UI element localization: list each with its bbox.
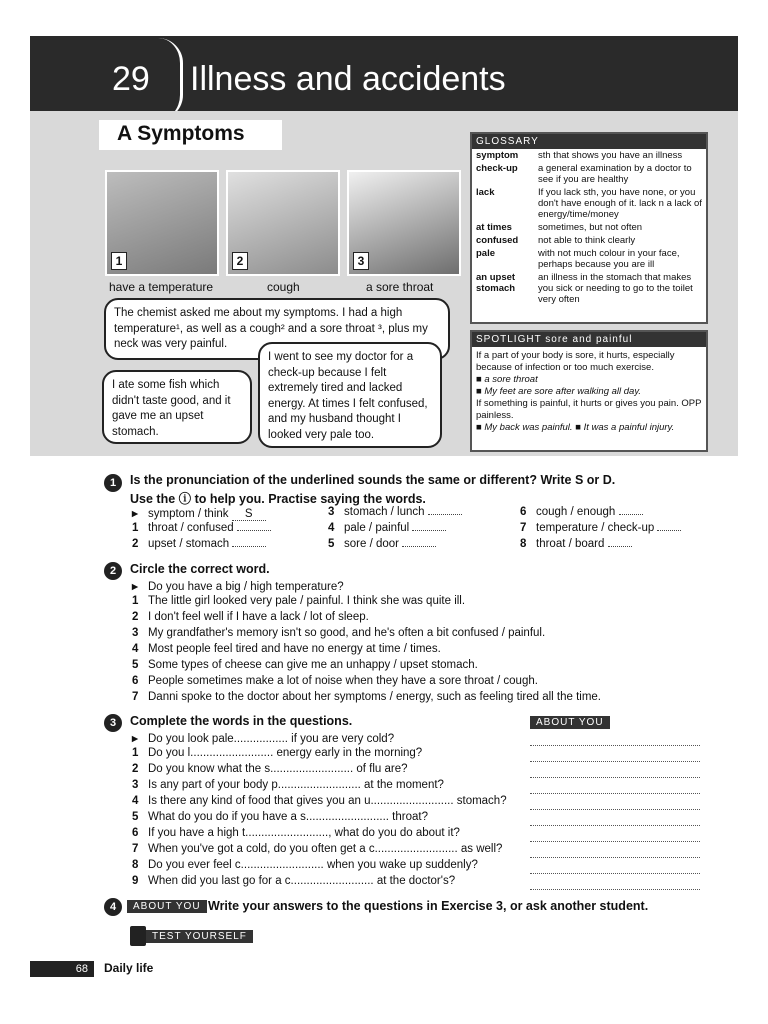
item-text: When did you last go for a c.......................... at the doctor's?	[148, 875, 456, 887]
glossary-term: lack	[476, 187, 495, 198]
item-marker: 5	[132, 659, 139, 671]
glossary-definition: If you lack sth, you have none, or you don't have enough of it. lack n a lack of energy/time/money	[538, 187, 702, 220]
answer-blank[interactable]	[608, 546, 632, 547]
item-text: Some types of cheese can give me an unhappy / upset stomach.	[148, 659, 478, 671]
item-marker: ▸	[132, 733, 138, 745]
about-you-answer-line[interactable]	[530, 792, 700, 794]
item-text: Is any part of your body p.......................... at the moment?	[148, 779, 444, 791]
item-text: Do you ever feel c.......................... when you wake up suddenly?	[148, 859, 478, 871]
item-text: If you have a high t.........................., what do you do about it?	[148, 827, 460, 839]
answer-blank[interactable]	[428, 514, 462, 515]
ex1-item	[520, 522, 681, 534]
glossary-definition: a general examination by a doctor to see if you are healthy	[538, 163, 692, 185]
ex3-item	[132, 843, 502, 855]
answer-blank[interactable]	[619, 514, 643, 515]
item-marker: ▸	[132, 508, 138, 520]
ex2-item	[132, 627, 545, 639]
ex3-item	[132, 795, 507, 807]
glossary-row	[472, 271, 706, 306]
item-text: symptom / think	[148, 508, 229, 520]
item-marker: 9	[132, 875, 139, 887]
item-text: Most people feel tired and have no energy at time / times.	[148, 643, 441, 655]
item-marker: 5	[328, 538, 335, 550]
glossary-definition: sometimes, but not often	[538, 222, 643, 233]
item-text: When you've got a cold, do you often get a c.......................... as well?	[148, 843, 503, 855]
item-marker: 8	[132, 859, 139, 871]
item-text: What do you do if you have a s.......................... throat?	[148, 811, 428, 823]
about-you-answer-line[interactable]	[530, 856, 700, 858]
photo-cough	[226, 170, 340, 276]
ex2-item	[132, 643, 441, 655]
about-you-answer-line[interactable]	[530, 744, 700, 746]
speech-bubble-doctor: I went to see my doctor for a check-up because I felt extremely tired and lacked energy. At times I felt confused, and my husband thought I looked very pale too.	[258, 342, 442, 448]
item-text: Do you have a big / high temperature?	[148, 581, 344, 593]
photo-number: 2	[232, 252, 248, 270]
item-text: I don't feel well if I have a lack / lot of sleep.	[148, 611, 369, 623]
photo-caption: a sore throat	[366, 280, 434, 294]
glossary-term: confused	[476, 235, 519, 246]
photo-caption: cough	[267, 280, 300, 294]
about-you-answer-line[interactable]	[530, 776, 700, 778]
spotlight-heading: SPOTLIGHT sore and painful	[472, 332, 706, 347]
photo-number: 3	[353, 252, 369, 270]
item-marker: 6	[132, 827, 139, 839]
item-marker: 4	[328, 522, 335, 534]
ex1-item	[132, 522, 271, 534]
item-marker: 1	[132, 595, 139, 607]
spotlight-body	[472, 347, 706, 437]
ex1-item	[132, 506, 266, 521]
about-you-answer-line[interactable]	[530, 872, 700, 874]
ex2-item	[132, 595, 465, 607]
item-marker: 1	[132, 747, 139, 759]
item-marker: 3	[328, 506, 335, 518]
ex3-item	[132, 747, 422, 759]
answer-blank[interactable]	[232, 546, 266, 547]
item-text: My grandfather's memory isn't so good, and he's often a bit confused / painful.	[148, 627, 546, 639]
ex1-item	[328, 522, 446, 534]
item-text: stomach / lunch	[344, 506, 425, 518]
item-text: upset / stomach	[148, 538, 230, 550]
item-marker: 2	[132, 538, 139, 550]
ex1-item	[520, 506, 643, 518]
item-marker: 6	[132, 675, 139, 687]
photo-number: 1	[111, 252, 127, 270]
page-number: 68	[30, 961, 94, 977]
item-text: Do you know what the s.......................... of flu are?	[148, 763, 408, 775]
speech-bubble-chemist: The chemist asked me about my symptoms. I had a high temperature¹, as well as a cough² and a sore throat ³, plus my neck was very painful.	[104, 298, 450, 360]
item-marker: 1	[132, 522, 139, 534]
photo-caption: have a temperature	[109, 280, 214, 294]
item-text: People sometimes make a lot of noise when they have a sore throat / cough.	[148, 675, 538, 687]
spotlight-box	[470, 330, 708, 452]
answer-blank[interactable]	[412, 530, 446, 531]
glossary-term: at times	[476, 222, 512, 233]
item-marker: 3	[132, 779, 139, 791]
ex2-item	[132, 579, 344, 593]
ex3-item	[132, 827, 460, 839]
exercise-3-title: Complete the words in the questions.	[130, 714, 353, 728]
spotlight-line: If something is painful, it hurts or gives you pain. OPP painless.	[476, 398, 702, 421]
unit-title: Illness and accidents	[190, 60, 506, 98]
answer-blank[interactable]: S	[232, 508, 266, 521]
ex1-item	[328, 506, 462, 518]
item-text: cough / enough	[536, 506, 616, 518]
glossary-term: pale	[476, 248, 496, 259]
about-you-answer-line[interactable]	[530, 840, 700, 842]
exercise-1-subtitle: Use the ⓘ to help you. Practise saying the words.	[130, 492, 426, 506]
glossary-box	[470, 132, 708, 324]
ex2-item	[132, 675, 538, 687]
item-text: temperature / check-up	[536, 522, 655, 534]
spotlight-line: If a part of your body is sore, it hurts, especially because of infection or too much exercise.	[476, 350, 675, 373]
answer-blank[interactable]	[657, 530, 681, 531]
glossary-row	[472, 221, 706, 234]
speech-bubble-fish: I ate some fish which didn't taste good, and it gave me an upset stomach.	[102, 370, 252, 444]
ex1-item	[520, 538, 632, 550]
glossary-term: an upset stomach	[476, 272, 516, 294]
photo-sore-throat	[347, 170, 461, 276]
unit-header	[30, 36, 738, 111]
exercise-number: 4	[104, 898, 122, 916]
ex2-item	[132, 691, 601, 703]
footer-section: Daily life	[104, 961, 154, 975]
glossary-term: check-up	[476, 163, 518, 174]
item-text: Do you look pale................. if you are very cold?	[148, 733, 395, 745]
item-marker: ▸	[132, 581, 138, 593]
ex1-item	[328, 538, 436, 550]
ex3-item	[132, 859, 478, 871]
exercise-number: 3	[104, 714, 122, 732]
glossary-definition: with not much colour in your face, perhaps because you are ill	[538, 248, 680, 270]
glossary-row	[472, 234, 706, 247]
ex1-item	[132, 538, 266, 550]
item-marker: 6	[520, 506, 527, 518]
answer-blank[interactable]	[237, 530, 271, 531]
test-yourself-icon	[130, 926, 146, 946]
item-marker: 8	[520, 538, 527, 550]
item-marker: 2	[132, 611, 139, 623]
item-text: throat / confused	[148, 522, 234, 534]
ex3-item	[132, 731, 394, 745]
glossary-definition: an illness in the stomach that makes you sick or needing to go to the toilet very often	[538, 272, 693, 305]
exercise-number: 2	[104, 562, 122, 580]
exercise-4-title: Write your answers to the questions in Exercise 3, or ask another student.	[208, 899, 649, 913]
about-you-answer-line[interactable]	[530, 888, 700, 890]
item-marker: 2	[132, 763, 139, 775]
spotlight-example: ■ a sore throat	[476, 374, 538, 385]
unit-bracket-decoration	[158, 38, 183, 120]
about-you-tag: ABOUT YOU	[530, 716, 610, 729]
exercise-number: 1	[104, 474, 122, 492]
exercise-1-title: Is the pronunciation of the underlined sounds the same or different? Write S or D.	[130, 473, 616, 487]
ex3-item	[132, 875, 455, 887]
item-text: Is there any kind of food that gives you an u.......................... stomach?	[148, 795, 507, 807]
item-marker: 7	[520, 522, 527, 534]
ex3-item	[132, 763, 408, 775]
ex3-item	[132, 811, 428, 823]
ex3-item	[132, 779, 444, 791]
answer-blank[interactable]	[402, 546, 436, 547]
item-text: sore / door	[344, 538, 399, 550]
item-text: throat / board	[536, 538, 605, 550]
glossary-row	[472, 162, 706, 186]
item-text: pale / painful	[344, 522, 410, 534]
glossary-heading: GLOSSARY	[472, 134, 706, 149]
exercise-2-title: Circle the correct word.	[130, 562, 270, 576]
item-text: Do you l.......................... energy early in the morning?	[148, 747, 423, 759]
item-marker: 4	[132, 795, 139, 807]
spotlight-example: ■ My back was painful. ■ It was a painful injury.	[476, 422, 675, 433]
ex2-item	[132, 611, 369, 623]
item-marker: 5	[132, 811, 139, 823]
item-text: The little girl looked very pale / painful. I think she was quite ill.	[148, 595, 466, 607]
ex2-item	[132, 659, 478, 671]
section-a-title: A Symptoms	[99, 120, 282, 150]
item-marker: 7	[132, 691, 139, 703]
about-you-answer-line[interactable]	[530, 808, 700, 810]
item-marker: 3	[132, 627, 139, 639]
glossary-row	[472, 247, 706, 271]
glossary-term: symptom	[476, 150, 519, 161]
glossary-definition: sth that shows you have an illness	[538, 150, 683, 161]
glossary-row	[472, 149, 706, 162]
spotlight-example: ■ My feet are sore after walking all day.	[476, 386, 642, 397]
about-you-tag: ABOUT YOU	[127, 900, 207, 913]
item-text: Danni spoke to the doctor about her symptoms / energy, such as feeling tired all the time.	[148, 691, 601, 703]
about-you-answer-line[interactable]	[530, 824, 700, 826]
glossary-definition: not able to think clearly	[538, 235, 636, 246]
page	[30, 36, 738, 988]
about-you-answer-line[interactable]	[530, 760, 700, 762]
item-marker: 4	[132, 643, 139, 655]
unit-number: 29	[112, 60, 150, 98]
photo-temperature	[105, 170, 219, 276]
item-marker: 7	[132, 843, 139, 855]
glossary-row	[472, 186, 706, 221]
test-yourself-tag: TEST YOURSELF	[146, 930, 253, 943]
